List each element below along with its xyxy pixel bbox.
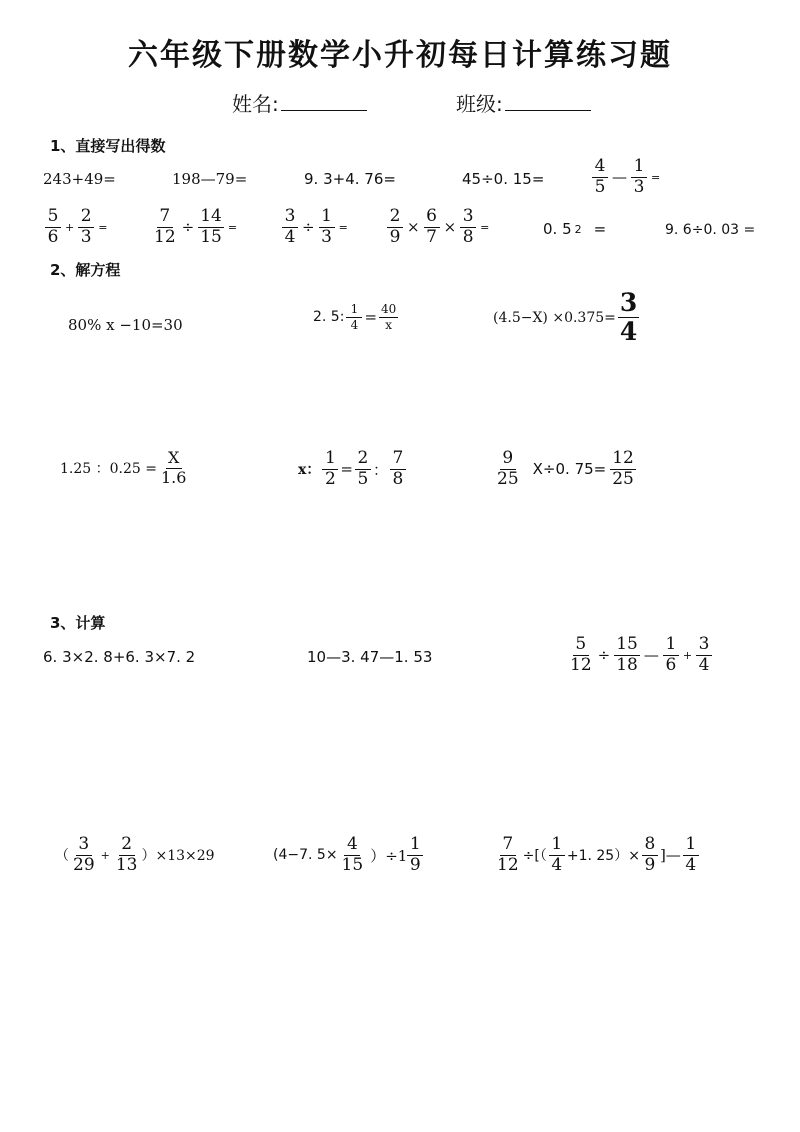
fraction — [610, 450, 636, 489]
denominator: 9 — [409, 854, 421, 875]
page-title: 六年级下册数学小升初每日计算练习题 — [128, 38, 672, 73]
denominator: 12 — [497, 854, 519, 875]
fraction — [495, 836, 521, 875]
math-symbol: ÷ — [181, 218, 195, 237]
fraction — [568, 636, 594, 675]
denominator: 4 — [551, 854, 563, 875]
fraction — [642, 836, 658, 875]
math-symbol: ]— — [659, 846, 681, 865]
numerator: 1 — [663, 636, 679, 656]
section-3-heading: 3、计算 — [50, 614, 106, 632]
s2-e1: 80% x −10=30 — [68, 316, 183, 334]
numerator: 3 — [619, 288, 638, 317]
fraction — [614, 636, 640, 675]
math-symbol: ）÷1 — [370, 846, 408, 865]
section-1-heading: 1、直接写出得数 — [50, 137, 166, 155]
numerator: 2 — [119, 836, 135, 856]
numerator: 12 — [612, 448, 634, 468]
math-symbol: 1.25 ：0.25 = — [60, 461, 157, 478]
name-blank[interactable] — [281, 92, 367, 111]
math-symbol: × — [443, 218, 457, 237]
math-symbol: ： — [372, 460, 388, 479]
math-symbol: (4−7. 5× — [273, 847, 338, 864]
fraction — [282, 208, 298, 247]
denominator: 9 — [389, 226, 401, 247]
fraction — [407, 836, 423, 875]
fraction — [683, 836, 699, 875]
math-symbol: = — [364, 308, 378, 327]
denominator: 12 — [154, 226, 176, 247]
s1-q7 — [150, 208, 239, 247]
math-symbol: = — [651, 170, 661, 184]
math-symbol: = — [98, 220, 108, 234]
denominator: 4 — [698, 654, 710, 675]
name-field — [232, 88, 367, 117]
denominator: 15 — [341, 854, 364, 875]
fraction — [696, 636, 712, 675]
denominator: 6 — [47, 226, 59, 247]
denominator: 5 — [357, 468, 369, 489]
fraction — [390, 450, 406, 489]
math-symbol: = — [480, 220, 490, 234]
fraction — [387, 208, 403, 247]
numerator: 1 — [407, 836, 423, 856]
math-symbol: 0. 5 — [543, 220, 572, 238]
math-symbol: = — [338, 220, 348, 234]
numerator: 1 — [346, 303, 362, 318]
denominator: 4 — [685, 854, 697, 875]
fraction — [663, 636, 679, 675]
denominator: 2 — [324, 468, 336, 489]
denominator: 29 — [73, 854, 95, 875]
denominator: 7 — [426, 226, 437, 247]
math-symbol: 2 — [574, 222, 582, 236]
math-symbol: + — [100, 848, 110, 862]
numerator: X — [166, 450, 182, 469]
numerator: 1 — [549, 836, 565, 856]
denominator: 15 — [200, 226, 222, 247]
fraction — [495, 450, 521, 489]
math-symbol: ）×13×29 — [141, 848, 215, 865]
numerator: 9 — [500, 450, 516, 470]
numerator: 3 — [696, 636, 712, 656]
s3-c2: 10—3. 47—1. 53 — [307, 648, 433, 666]
fraction — [71, 836, 97, 875]
fraction — [114, 836, 140, 875]
math-symbol: 2. 5: — [313, 309, 345, 326]
class-label: 班级: — [456, 92, 503, 116]
math-symbol: + — [65, 220, 75, 234]
fraction — [424, 208, 440, 247]
denominator: 9 — [644, 854, 656, 875]
numerator: 7 — [500, 836, 516, 856]
denominator: 8 — [392, 468, 404, 489]
fraction — [159, 450, 188, 487]
s1-q3: 9. 3+4. 76= — [304, 170, 396, 188]
s1-q10 — [543, 220, 606, 238]
numerator: 7 — [157, 208, 173, 228]
denominator: 3 — [633, 176, 645, 197]
math-symbol: — — [612, 168, 627, 187]
fraction — [340, 836, 366, 875]
math-symbol: × — [407, 218, 420, 237]
denominator: 3 — [80, 226, 92, 247]
numerator: 2 — [387, 208, 403, 228]
fraction — [592, 158, 608, 197]
math-symbol: +1. 25）× — [566, 848, 640, 865]
s3-c1: 6. 3×2. 8+6. 3×7. 2 — [43, 648, 196, 666]
class-field — [456, 88, 591, 117]
fraction — [78, 208, 94, 247]
denominator: 4 — [284, 226, 296, 247]
s2-e5 — [298, 450, 408, 489]
s1-q5 — [590, 158, 662, 197]
fraction — [45, 208, 61, 247]
math-symbol: + — [682, 648, 693, 662]
section-2-heading: 2、解方程 — [50, 261, 121, 279]
numerator: 4 — [592, 158, 608, 178]
s1-q9 — [385, 208, 491, 247]
math-symbol: ÷[（ — [522, 848, 547, 865]
denominator: 4 — [619, 317, 638, 347]
numerator: 40 — [381, 302, 397, 316]
math-symbol: （ — [55, 848, 69, 865]
denominator: 25 — [497, 468, 519, 489]
s1-q1: 243+49= — [43, 170, 116, 188]
numerator: 1 — [322, 450, 338, 470]
denominator: x — [385, 317, 393, 332]
numerator: 2 — [355, 450, 371, 470]
denominator: 18 — [616, 654, 638, 675]
numerator: 3 — [76, 836, 92, 856]
denominator: 8 — [462, 226, 474, 247]
math-symbol: ÷ — [597, 646, 611, 665]
s2-e2 — [313, 303, 400, 331]
fraction — [152, 208, 178, 247]
numerator: 7 — [390, 450, 406, 470]
numerator: 5 — [573, 636, 589, 656]
fraction — [198, 208, 224, 247]
denominator: 3 — [321, 226, 332, 247]
math-symbol: X÷0. 75= — [532, 460, 607, 479]
s3-c5 — [273, 836, 425, 875]
math-symbol: = — [340, 460, 353, 479]
s2-e6 — [493, 450, 638, 489]
class-blank[interactable] — [505, 92, 591, 111]
math-symbol: = — [227, 220, 238, 234]
numerator: 8 — [642, 836, 658, 856]
s1-q8 — [280, 208, 350, 247]
fraction — [322, 450, 338, 489]
fraction — [319, 208, 335, 247]
fraction — [346, 303, 362, 331]
fraction — [631, 158, 647, 197]
denominator: 13 — [115, 854, 138, 875]
denominator: 6 — [665, 654, 677, 675]
math-symbol: = — [593, 220, 607, 238]
denominator: 25 — [612, 468, 634, 489]
math-symbol: (4.5−X) ×0.375= — [493, 309, 616, 326]
fraction — [355, 450, 371, 489]
fraction — [549, 836, 565, 875]
s3-c3 — [566, 636, 714, 675]
s3-c4 — [55, 836, 215, 875]
numerator: 4 — [344, 836, 360, 856]
numerator: 5 — [45, 208, 61, 228]
s1-q11: 9. 6÷0. 03 = — [665, 222, 756, 238]
numerator: 14 — [200, 206, 222, 226]
s1-q2: 198—79= — [172, 170, 248, 188]
s2-e3 — [493, 290, 641, 346]
fraction — [618, 290, 639, 346]
denominator: 4 — [350, 317, 359, 332]
math-symbol: x： — [298, 462, 321, 479]
s1-q4: 45÷0. 15= — [462, 170, 545, 188]
math-symbol: ÷ — [302, 218, 315, 237]
s3-c6 — [493, 836, 701, 875]
numerator: 1 — [631, 158, 647, 178]
fraction — [379, 303, 398, 331]
numerator: 15 — [616, 634, 638, 654]
denominator: 1.6 — [160, 467, 187, 487]
fraction — [460, 208, 476, 247]
numerator: 3 — [282, 208, 298, 228]
numerator: 3 — [460, 208, 476, 228]
numerator: 1 — [319, 208, 335, 228]
numerator: 6 — [424, 208, 440, 228]
name-label: 姓名: — [232, 92, 279, 116]
s2-e4 — [60, 450, 190, 487]
math-symbol: — — [643, 646, 659, 665]
denominator: 5 — [594, 176, 606, 197]
numerator: 2 — [78, 208, 94, 228]
denominator: 12 — [570, 654, 592, 675]
numerator: 1 — [683, 836, 699, 856]
s1-q6 — [43, 208, 109, 247]
